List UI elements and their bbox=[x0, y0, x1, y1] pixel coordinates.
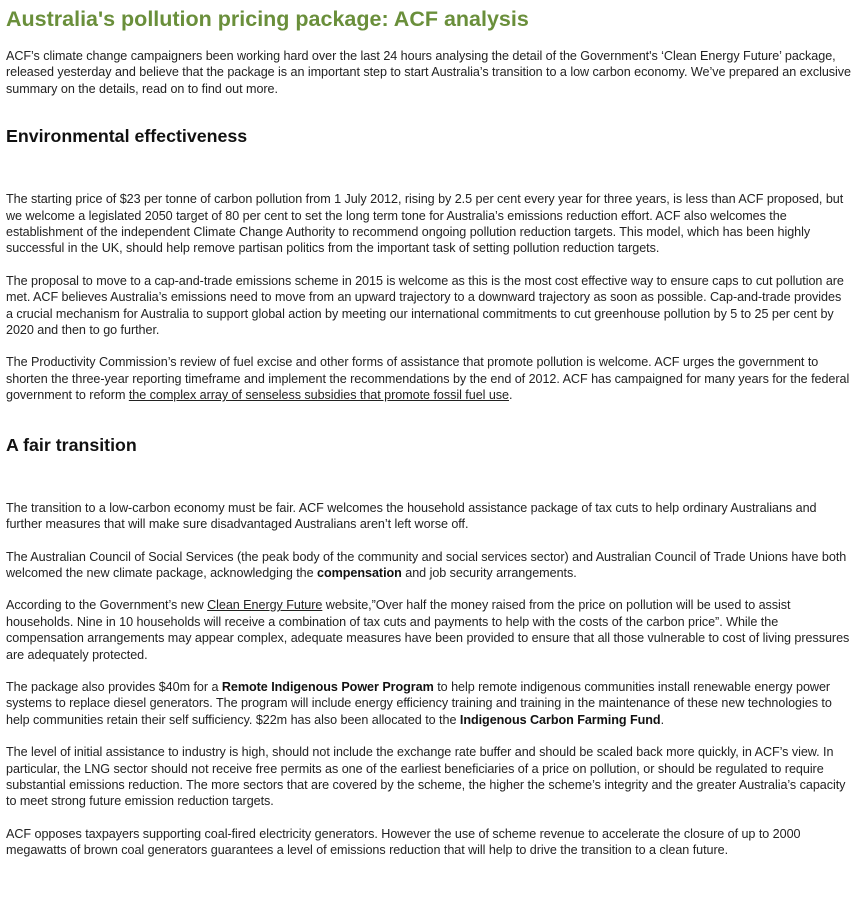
remote-indigenous-power-program-bold: Remote Indigenous Power Program bbox=[221, 679, 434, 694]
fair-p4-end: . bbox=[660, 712, 665, 727]
fair-paragraph-3 bbox=[6, 597, 851, 663]
env-paragraph-1: The starting price of $23 per tonne of carbon pollution from 1 July 2012, rising by 2.5 per cent every year for three years, is less than ACF proposed, but we welcome a legislated 2050 target of 80 per cent to set the long term tone for Australia’s emissions reduction effort. ACF also welcomes the establishment of the independent Climate Change Authority to recommend ongoing pollution reduction targets. This model, which has been highly successful in the UK, should help remove partisan politics from the important task of setting pollution reduction targets. bbox=[6, 192, 844, 256]
compensation-bold: compensation bbox=[317, 565, 402, 580]
fair-p3-text: According to the Government’s new bbox=[6, 598, 208, 613]
env-p3-text: The Productivity Commission’s review of fuel excise and other forms of assistance that promote pollution is welcome. ACF urges the government to shorten the three-year reporting timeframe and implement the recommendations by the end of 2012. ACF has campaigned for many years for the federal government to reform bbox=[6, 355, 850, 403]
page-title: Australia's pollution pricing package: ACF analysis bbox=[6, 7, 529, 31]
section-heading-fair-transition: A fair transition bbox=[6, 434, 137, 455]
fair-paragraph-1: The transition to a low-carbon economy must be fair. ACF welcomes the household assistance package of tax cuts to help ordinary Australians and further measures that will make sure disadvantaged Australians aren’t left worse off. bbox=[6, 500, 817, 532]
env-p3-end: . bbox=[509, 388, 513, 403]
fair-p2-end: and job security arrangements. bbox=[401, 565, 577, 580]
fair-paragraph-5: The level of initial assistance to industry is high, should not include the exchange rate buffer and should be scaled back more quickly, in ACF’s view. In particular, the LNG sector should not receive free permits as one of the earliest beneficiaries of a price on pollution, or should be regulated to require substantial emissions reduction. The more sectors that are covered by the scheme, the higher the scheme’s integrity and the greater Australia’s capacity to meet strong future emission reduction targets. bbox=[6, 745, 846, 809]
intro-paragraph: ACF’s climate change campaigners been working hard over the last 24 hours analysing the detail of the Government's ‘Clean Energy Future’ package, released yesterday and believe that the package is an important step to start Australia’s transition to a low carbon economy. We’ve prepared an exclusive summary on the details, read on to find out more. bbox=[6, 49, 852, 96]
env-paragraph-3 bbox=[6, 354, 851, 403]
clean-energy-future-link[interactable]: Clean Energy Future bbox=[207, 598, 323, 613]
env-paragraph-2: The proposal to move to a cap-and-trade emissions scheme in 2015 is welcome as this is the most cost effective way to ensure caps to cut pollution are met. ACF believes Australia’s emissions need to move from an upward trajectory to a downward trajectory as soon as possible. Cap-and-trade provides a crucial mechanism for Australia to support global action by meeting our international commitments to cut greenhouse pollution by 5 to 25 per cent by 2020 and then to go further. bbox=[6, 273, 844, 338]
fair-p4-text: The package also provides $40m for a bbox=[6, 679, 222, 694]
section-heading-environmental-effectiveness: Environmental effectiveness bbox=[6, 126, 248, 147]
article bbox=[6, 6, 851, 875]
indigenous-carbon-farming-fund-bold: Indigenous Carbon Farming Fund bbox=[459, 712, 661, 727]
fair-p3-end: website,”Over half the money raised from the price on pollution will be used to assist households. Nine in 10 households will receive a combination of tax cuts and payments to help with the costs of the carbon price”. While the compensation arrangements may appear complex, adequate measures have been provided to ensure that all those vulnerable to cost of living pressures are adequately protected. bbox=[6, 598, 850, 662]
fair-paragraph-4 bbox=[6, 679, 851, 728]
fair-paragraph-6: ACF opposes taxpayers supporting coal-fired electricity generators. However the use of scheme revenue to accelerate the closure of up to 2000 megawatts of brown coal generators guarantees a level of emissions reduction that will help to drive the transition to a clean future. bbox=[6, 826, 801, 858]
fair-paragraph-2 bbox=[6, 549, 851, 582]
fair-p2-text: The Australian Council of Social Services (the peak body of the community and social services sector) and Australian Council of Trade Unions have both welcomed the new climate package, acknowledging the bbox=[6, 549, 847, 580]
fossil-fuel-subsidies-link[interactable]: the complex array of senseless subsidies that promote fossil fuel use bbox=[128, 388, 509, 403]
fair-p4-middle: to help remote indigenous communities install renewable energy power systems to replace diesel generators. The program will include energy efficiency training and training in the maintenance of these new technologies to help communities retain their self sufficiency. $22m has also been allocated to the bbox=[6, 679, 832, 727]
